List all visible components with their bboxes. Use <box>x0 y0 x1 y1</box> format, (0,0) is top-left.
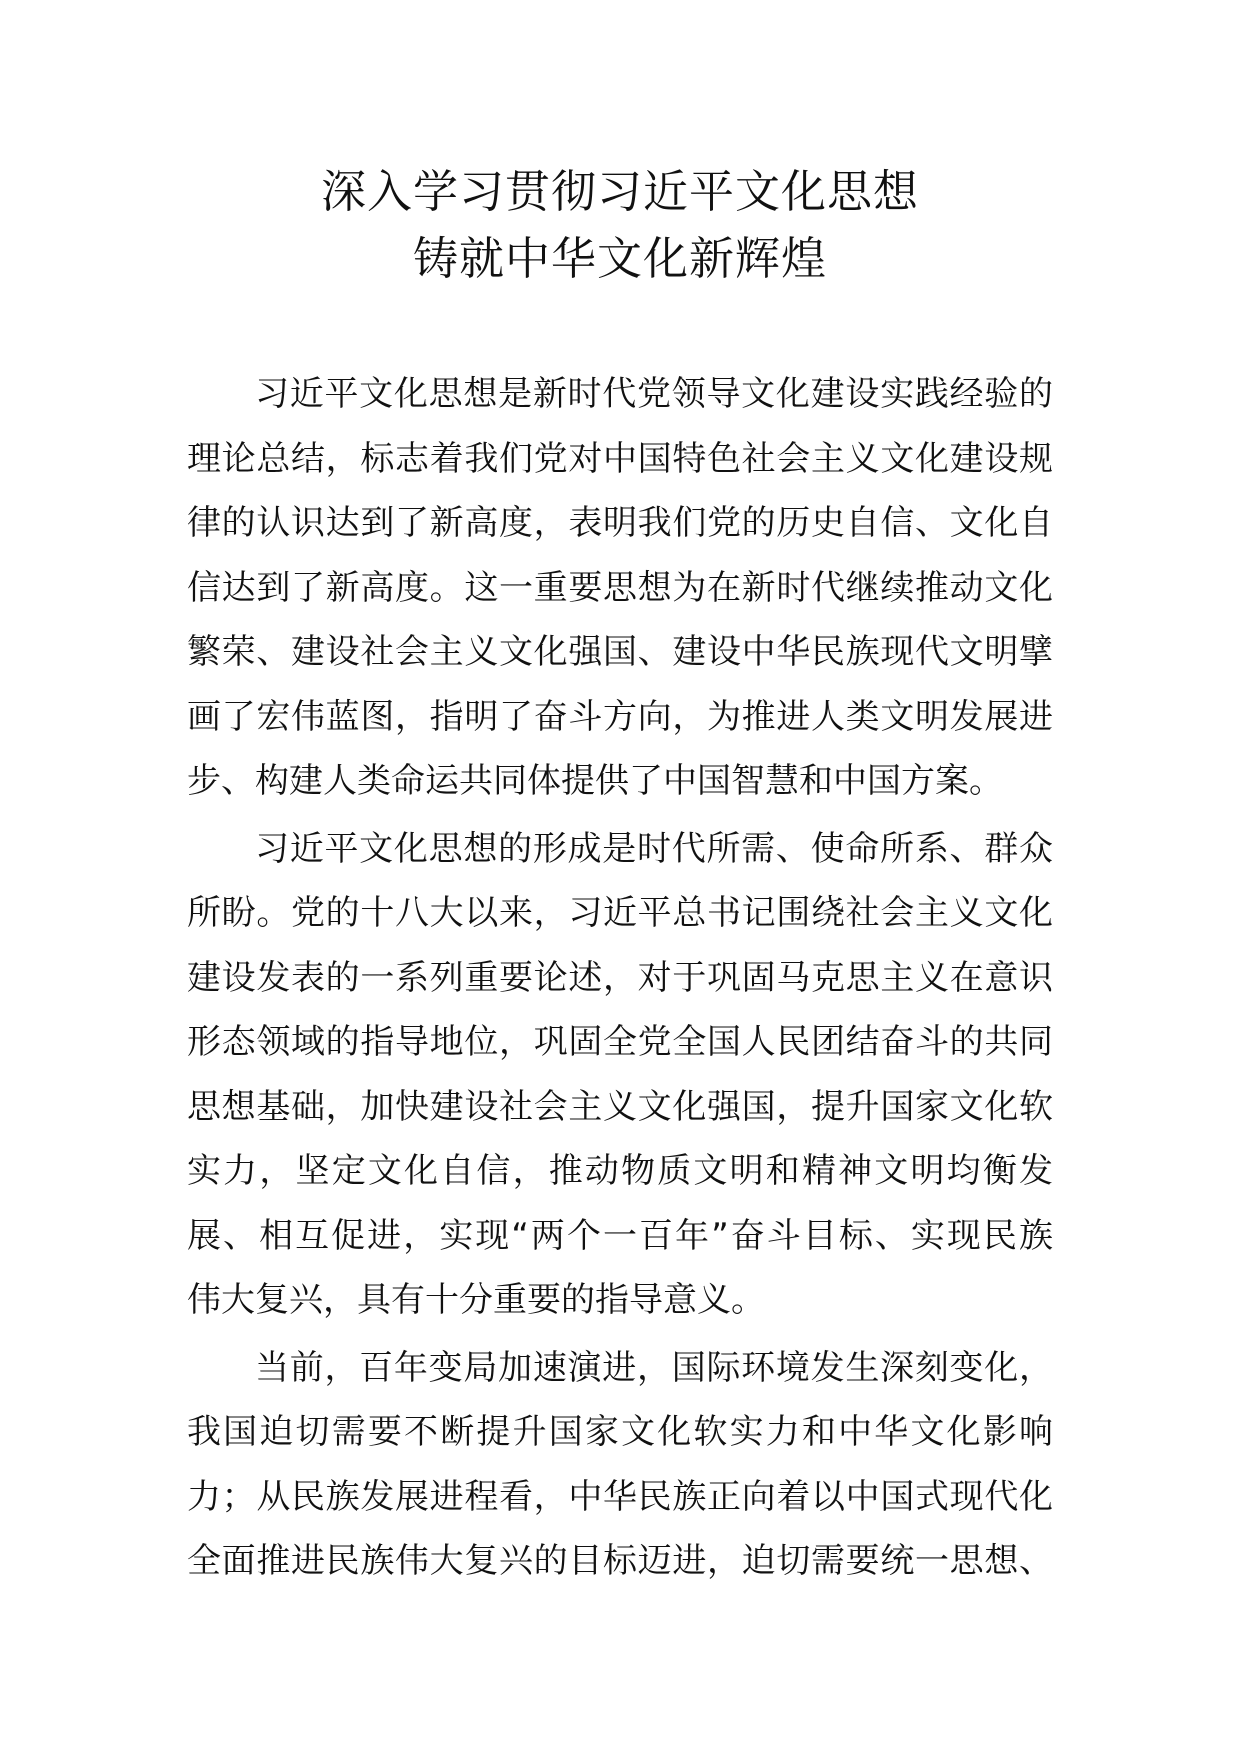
paragraph-1 <box>187 362 1053 814</box>
text-line: 建设发表的一系列重要论述，对于巩固马克思主义在意识 <box>187 957 1053 998</box>
text-line: 习近平文化思想是新时代党领导文化建设实践经验的 <box>255 374 1053 414</box>
document-body <box>187 362 1053 1594</box>
text-line: 我国迫切需要不断提升国家文化软实力和中华文化影响 <box>187 1412 1053 1452</box>
text-line: 伟大复兴，具有十分重要的指导意义。 <box>187 1280 765 1320</box>
document-title <box>0 158 1240 292</box>
text-line: 形态领域的指导地位，巩固全党全国人民团结奋斗的共同 <box>187 1022 1053 1062</box>
title-line-1: 深入学习贯彻习近平文化思想 <box>320 165 919 218</box>
title-line-2: 铸就中华文化新辉煌 <box>412 232 827 285</box>
paragraph-2 <box>187 817 1053 1333</box>
text-line: 理论总结，标志着我们党对中国特色社会主义文化建设规 <box>187 438 1053 479</box>
text-line: 实力，坚定文化自信，推动物质文明和精神文明均衡发 <box>187 1151 1053 1191</box>
text-line: 展、相互促进，实现“两个一百年”奋斗目标、实现民族 <box>187 1215 1053 1256</box>
text-line: 步、构建人类命运共同体提供了中国智慧和中国方案。 <box>187 761 1003 801</box>
text-line: 繁荣、建设社会主义文化强国、建设中华民族现代文明擘 <box>187 632 1053 672</box>
text-line: 信达到了新高度。这一重要思想为在新时代继续推动文化 <box>187 567 1053 608</box>
text-line: 全面推进民族伟大复兴的目标迈进，迫切需要统一思想、 <box>187 1541 1053 1581</box>
text-line: 思想基础，加快建设社会主义文化强国，提升国家文化软 <box>187 1086 1053 1127</box>
text-line: 律的认识达到了新高度，表明我们党的历史自信、文化自 <box>187 503 1053 543</box>
paragraph-3 <box>187 1336 1053 1594</box>
text-line: 力；从民族发展进程看，中华民族正向着以中国式现代化 <box>187 1476 1053 1517</box>
text-line: 画了宏伟蓝图，指明了奋斗方向，为推进人类文明发展进 <box>187 696 1053 737</box>
text-line: 习近平文化思想的形成是时代所需、使命所系、群众 <box>255 828 1053 869</box>
text-line: 当前，百年变局加速演进，国际环境发生深刻变化， <box>255 1347 1053 1388</box>
text-line: 所盼。党的十八大以来，习近平总书记围绕社会主义文化 <box>187 893 1053 933</box>
